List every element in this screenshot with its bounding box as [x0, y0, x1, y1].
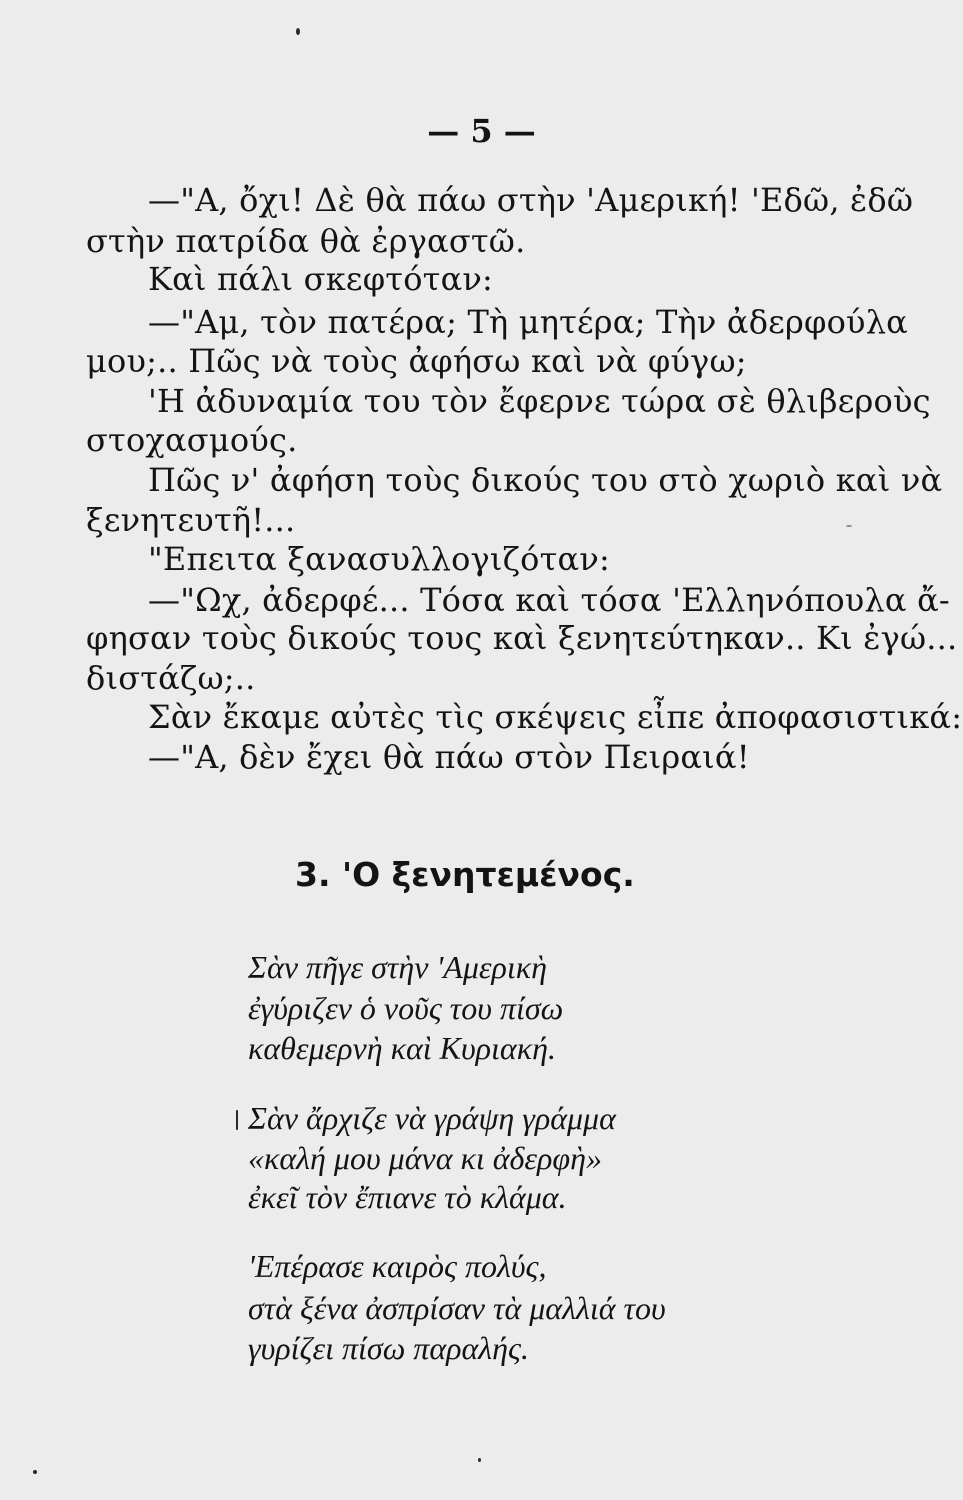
prose-line: —"Α, δὲν ἔχει θὰ πάω στὸν Πειραιά!: [148, 738, 750, 776]
page-number: — 5 —: [427, 112, 536, 150]
prose-line: "Επειτα ξανασυλλογιζόταν:: [148, 540, 610, 578]
paper-speck: [846, 525, 852, 527]
prose-line: διστάζω;..: [86, 659, 256, 697]
prose-line: στοχασμούς.: [86, 421, 298, 459]
prose-line: ξενητευτῆ!...: [86, 501, 296, 539]
prose-line: φησαν τοὺς δικούς τους καὶ ξενητεύτηκαν.. Κι ἐγώ...: [86, 619, 958, 657]
prose-line: 'Η ἀδυναμία του τὸν ἔφερνε τώρα σὲ θλιβεροὺς: [148, 382, 931, 420]
poem-line: στὰ ξένα ἀσπρίσαν τὰ μαλλιά του: [248, 1290, 666, 1326]
poem-line: Σὰν ἄρχιζε νὰ γράψη γράμμα: [248, 1100, 616, 1136]
paper-speck: [33, 1470, 37, 1474]
prose-line: Καὶ πάλι σκεφτόταν:: [148, 260, 494, 298]
poem-line: γυρίζει πίσω παραλής.: [248, 1330, 529, 1366]
section-heading: 3. 'Ο ξενητεμένος.: [295, 855, 635, 894]
prose-line: —"Α, ὄχι! Δὲ θὰ πάω στὴν 'Αμερική! 'Εδῶ, ἐδῶ: [148, 181, 914, 219]
poem-line: «καλή μου μάνα κι ἀδερφὴ»: [248, 1140, 602, 1176]
paper-speck: [236, 1110, 238, 1130]
paper-speck: [478, 1458, 481, 1462]
prose-line: —"Ωχ, ἀδερφέ... Τόσα καὶ τόσα 'Ελληνόπουλα ἄ-: [148, 581, 950, 619]
prose-line: Πῶς ν' ἀφήση τοὺς δικούς του στὸ χωριὸ καὶ νὰ: [148, 461, 943, 499]
paper-speck: [296, 28, 300, 35]
poem-line: ἐκεῖ τὸν ἔπιανε τὸ κλάμα.: [248, 1179, 567, 1215]
prose-line: Σὰν ἔκαμε αὐτὲς τὶς σκέψεις εἶπε ἀποφασιστικά:: [148, 698, 963, 736]
poem-line: ἐγύριζεν ὁ νοῦς του πίσω: [248, 990, 564, 1026]
prose-line: μου;.. Πῶς νὰ τοὺς ἀφήσω καὶ νὰ φύγω;: [86, 342, 747, 380]
poem-line: 'Επέρασε καιρὸς πολύς,: [248, 1248, 547, 1284]
prose-line: —"Αμ, τὸν πατέρα; Τὴ μητέρα; Τὴν ἀδερφούλα: [148, 303, 908, 341]
poem-line: Σὰν πῆγε στὴν 'Αμερικὴ: [248, 949, 547, 985]
prose-line: στὴν πατρίδα θὰ ἐργαστῶ.: [86, 222, 526, 260]
poem-line: καθεμερνὴ καὶ Κυριακή.: [248, 1030, 556, 1066]
